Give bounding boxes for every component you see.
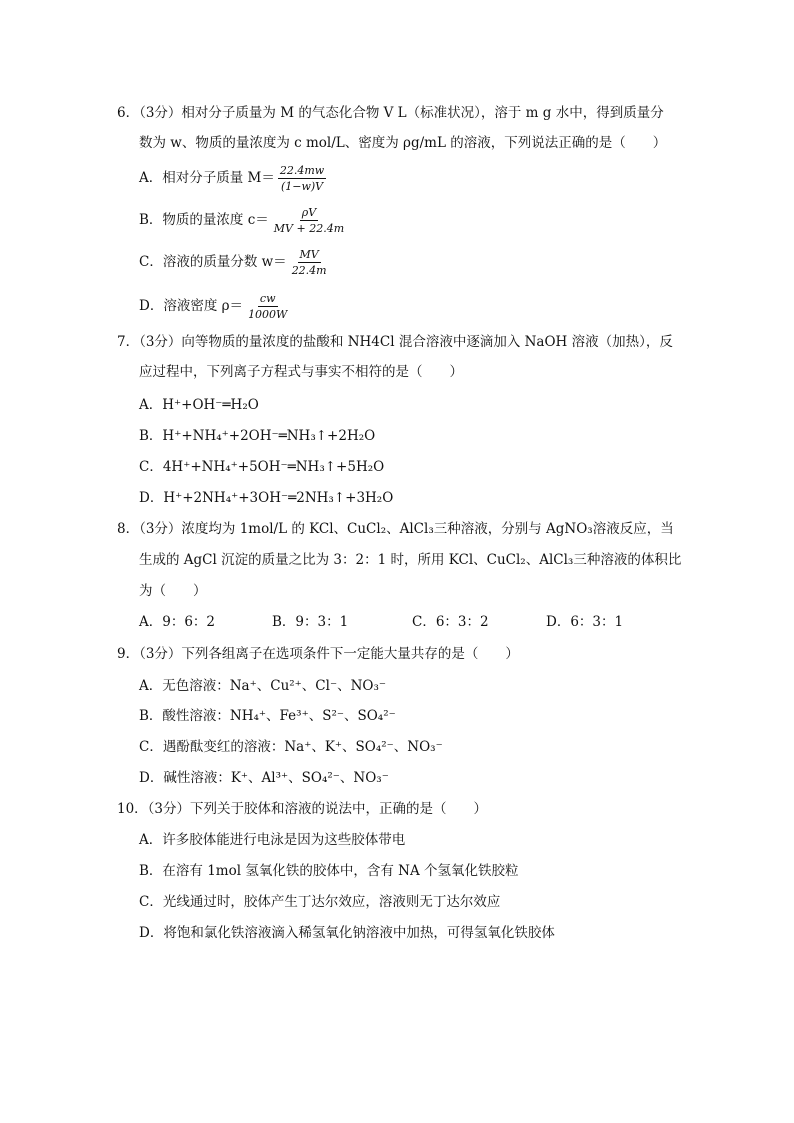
q7-stem-line2: 应过程中，下列离子方程式与事实不相符的是（ ） (139, 364, 463, 380)
q8-option-a: A．9：6：2 (139, 614, 216, 630)
q8-option-c: C．6：3：2 (412, 614, 489, 630)
q6-option-d-text: D．溶液密度 ρ＝ (139, 298, 244, 314)
q9-option-b: B．酸性溶液：NH₄⁺、Fe³⁺、S²⁻、SO₄²⁻ (139, 708, 396, 724)
q6-option-c-fraction (290, 248, 329, 277)
q6-stem-line1: 6．（3分）相对分子质量为 M 的气态化合物 V L（标准状况），溶于 m g 水中，得到质量分 (117, 105, 664, 121)
q6-d-numerator: cw (259, 292, 276, 305)
q6-c-numerator: MV (299, 248, 319, 261)
q7-option-b: B．H⁺+NH₄⁺+2OH⁻═NH₃↑+2H₂O (139, 428, 376, 444)
q10-option-b: B．在溶有 1mol 氢氧化铁的胶体中，含有 NA 个氢氧化铁胶粒 (139, 863, 519, 879)
q6-option-b-text: B．物质的量浓度 c＝ (139, 212, 269, 228)
q8-stem-line1: 8．（3分）浓度均为 1mol/L 的 KCl、CuCl₂、AlCl₃三种溶液，分别与 AgNO₃溶液反应，当 (117, 521, 674, 537)
q6-option-c (139, 248, 329, 277)
q9-option-d: D．碱性溶液：K⁺、Al³⁺、SO₄²⁻、NO₃⁻ (139, 770, 389, 786)
q10-option-a: A．许多胶体能进行电泳是因为这些胶体带电 (139, 832, 406, 848)
q7-option-c: C．4H⁺+NH₄⁺+5OH⁻═NH₃↑+5H₂O (139, 459, 385, 475)
q6-option-a-text: A．相对分子质量 M＝ (139, 170, 275, 186)
q6-option-a (139, 164, 326, 193)
q8-option-d: D．6：3：1 (546, 614, 624, 630)
q6-option-d (139, 292, 289, 321)
q6-option-b (139, 206, 346, 235)
q9-stem: 9．（3分）下列各组离子在选项条件下一定能大量共存的是（ ） (117, 646, 519, 662)
q7-option-a: A．H⁺+OH⁻═H₂O (139, 397, 259, 413)
q6-option-a-fraction (278, 164, 326, 193)
q8-stem-line3: 为（ ） (139, 583, 207, 599)
q9-option-c: C．遇酚酞变红的溶液：Na⁺、K⁺、SO₄²⁻、NO₃⁻ (139, 739, 443, 755)
q10-option-c: C．光线通过时，胶体产生丁达尔效应，溶液则无丁达尔效应 (139, 894, 501, 910)
q6-c-denominator: 22.4m (291, 264, 327, 277)
q6-a-numerator: 22.4mw (279, 164, 325, 177)
q8-stem-line2: 生成的 AgCl 沉淀的质量之比为 3：2：1 时，所用 KCl、CuCl₂、AlCl₃三种溶液的体积比 (139, 552, 682, 568)
q9-option-a: A．无色溶液：Na⁺、Cu²⁺、Cl⁻、NO₃⁻ (139, 678, 386, 694)
q8-option-b: B．9：3：1 (272, 614, 349, 630)
q7-option-d: D．H⁺+2NH₄⁺+3OH⁻═2NH₃↑+3H₂O (139, 490, 394, 506)
q6-a-denominator: (1−w)V (280, 180, 324, 193)
q10-option-d: D．将饱和氯化铁溶液滴入稀氢氧化钠溶液中加热，可得氢氧化铁胶体 (139, 925, 555, 941)
q10-stem: 10．（3分）下列关于胶体和溶液的说法中，正确的是（ ） (117, 801, 488, 817)
q6-option-c-text: C．溶液的质量分数 w＝ (139, 254, 287, 270)
q6-d-denominator: 1000W (248, 308, 288, 321)
q6-option-d-fraction (246, 292, 289, 321)
q7-stem-line1: 7．（3分）向等物质的量浓度的盐酸和 NH4Cl 混合溶液中逐滴加入 NaOH 溶液（加热），反 (117, 334, 673, 350)
q6-b-denominator: MV + 22.4m (273, 222, 345, 235)
q6-b-numerator: ρV (301, 206, 317, 219)
q6-stem-line2: 数为 w、物质的量浓度为 c mol/L、密度为 ρg/mL 的溶液，下列说法正确的是（ ） (139, 135, 667, 151)
q6-option-b-fraction (272, 206, 346, 235)
